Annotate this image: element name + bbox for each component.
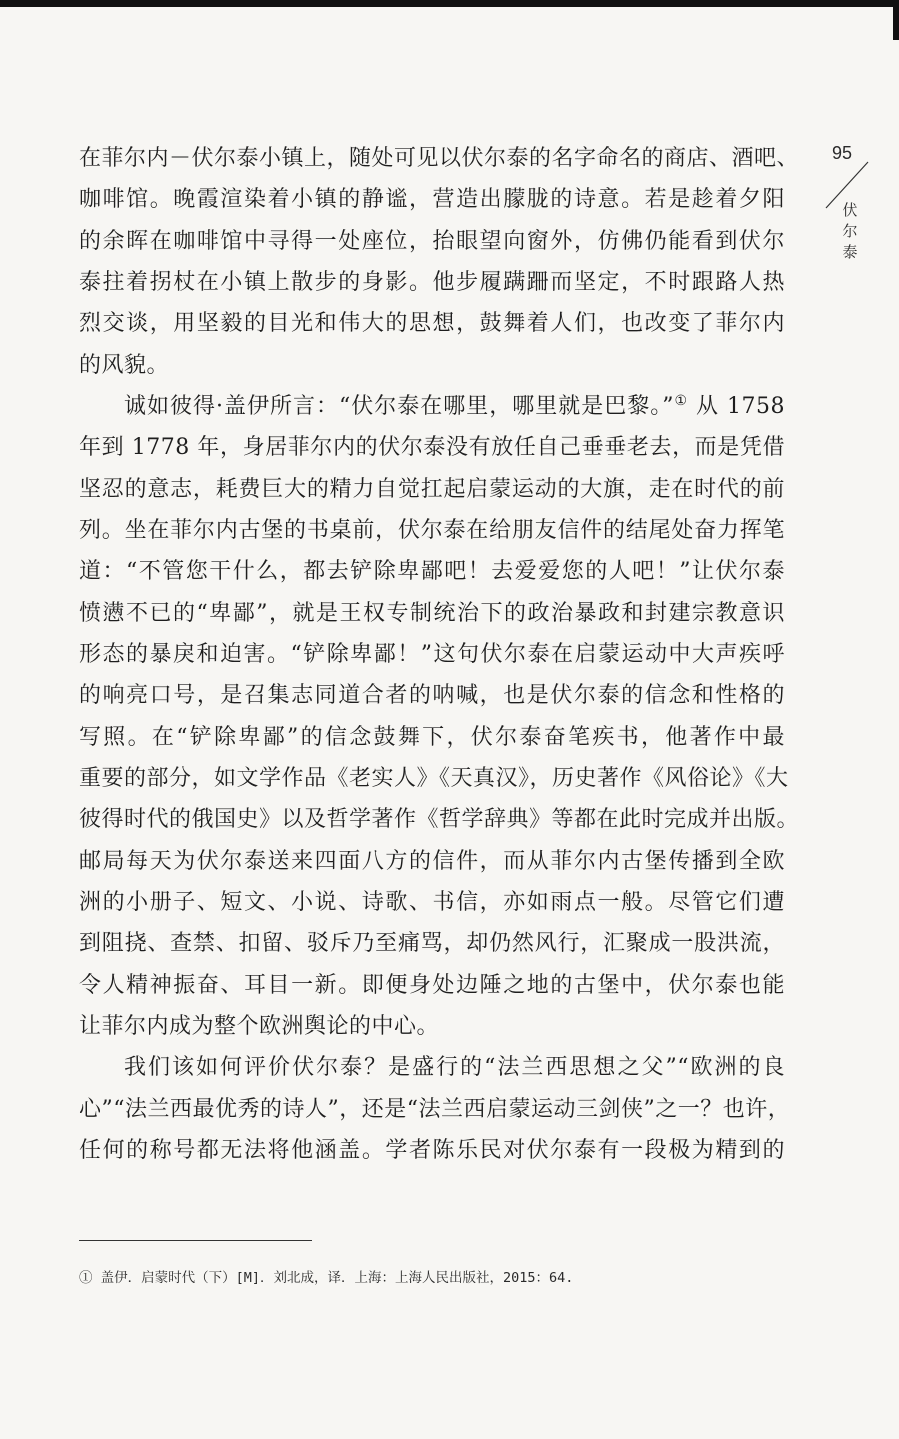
text-line-with-footnote [79,386,785,427]
text-line: 咖啡馆。晚霞渲染着小镇的静谧，营造出朦胧的诗意。若是趁着夕阳 [79,187,785,213]
page-top-border [0,0,899,7]
text-line: 在菲尔内－伏尔泰小镇上，随处可见以伏尔泰的名字命名的商店、酒吧、 [79,146,800,171]
running-title-char: 泰 [842,243,858,261]
text-line: 洲的小册子、短文、小说、诗歌、书信，亦如雨点一般。尽管它们遭 [79,889,785,915]
text-line: 的余晖在咖啡馆中寻得一处座位，抬眼望向窗外，仿佛仍能看到伏尔 [79,228,785,254]
body-text [79,138,800,1171]
text-line: 烈交谈，用坚毅的目光和伟大的思想，鼓舞着人们，也改变了菲尔内 [79,311,785,337]
text-line: 形态的暴戾和迫害。“铲除卑鄙！”这句伏尔泰在启蒙运动中大声疾呼 [79,641,785,667]
line-tail: 从 1758 [688,393,785,419]
text-line: 的风貌。 [79,352,170,378]
quote-text: 诚如彼得·盖伊所言：“伏尔泰在哪里，哪里就是巴黎。” [124,393,674,419]
text-line: 邮局每天为伏尔泰送来四面八方的信件，而从菲尔内古堡传播到全欧 [79,848,785,874]
text-line: 让菲尔内成为整个欧洲舆论的中心。 [79,1013,440,1039]
text-line: 心”“法兰西最优秀的诗人”，还是“法兰西启蒙运动三剑侠”之一？也许， [79,1096,791,1122]
footnote-divider [79,1240,312,1241]
text-line: 彼得时代的俄国史》以及哲学著作《哲学辞典》等都在此时完成并出版。 [79,807,800,833]
text-line: 列。坐在菲尔内古堡的书桌前，伏尔泰在给朋友信件的结尾处奋力挥笔 [79,517,785,543]
footnote-marker[interactable]: ① [673,392,689,409]
running-title-char: 伏 [842,201,858,219]
text-line: 年到 1778 年，身居菲尔内的伏尔泰没有放任自己垂垂老去，而是凭借 [79,435,785,461]
running-title [840,200,860,263]
text-line: 到阻挠、查禁、扣留、驳斥乃至痛骂，却仍然风行，汇聚成一股洪流， [79,931,785,957]
text-line: 坚忍的意志，耗费巨大的精力自觉扛起启蒙运动的大旗，走在时代的前 [79,476,785,502]
text-line: 泰拄着拐杖在小镇上散步的身影。他步履蹒跚而坚定，不时跟路人热 [79,269,785,295]
text-line: 重要的部分，如文学作品《老实人》《天真汉》，历史著作《风俗论》《大 [79,765,789,791]
page-number: 95 [832,143,853,163]
running-title-char: 尔 [842,222,858,240]
footnote: ① 盖伊．启蒙时代（下）[M]．刘北成，译．上海：上海人民出版社，2015：64. [79,1270,574,1286]
text-line: 的响亮口号，是召集志同道合者的呐喊，也是伏尔泰的信念和性格的 [79,683,785,709]
text-line: 道：“不管您干什么，都去铲除卑鄙吧！去爱爱您的人吧！”让伏尔泰 [79,559,785,585]
text-line: 愤懑不已的“卑鄙”，就是王权专制统治下的政治暴政和封建宗教意识 [79,600,785,626]
text-line: 写照。在“铲除卑鄙”的信念鼓舞下，伏尔泰奋笔疾书，他著作中最 [79,724,785,750]
text-line: 我们该如何评价伏尔泰？是盛行的“法兰西思想之父”“欧洲的良 [124,1055,785,1081]
text-line: 任何的称号都无法将他涵盖。学者陈乐民对伏尔泰有一段极为精到的 [79,1137,785,1163]
page-corner-border [893,0,899,40]
text-line: 令人精神振奋、耳目一新。即便身处边陲之地的古堡中，伏尔泰也能 [79,972,785,998]
